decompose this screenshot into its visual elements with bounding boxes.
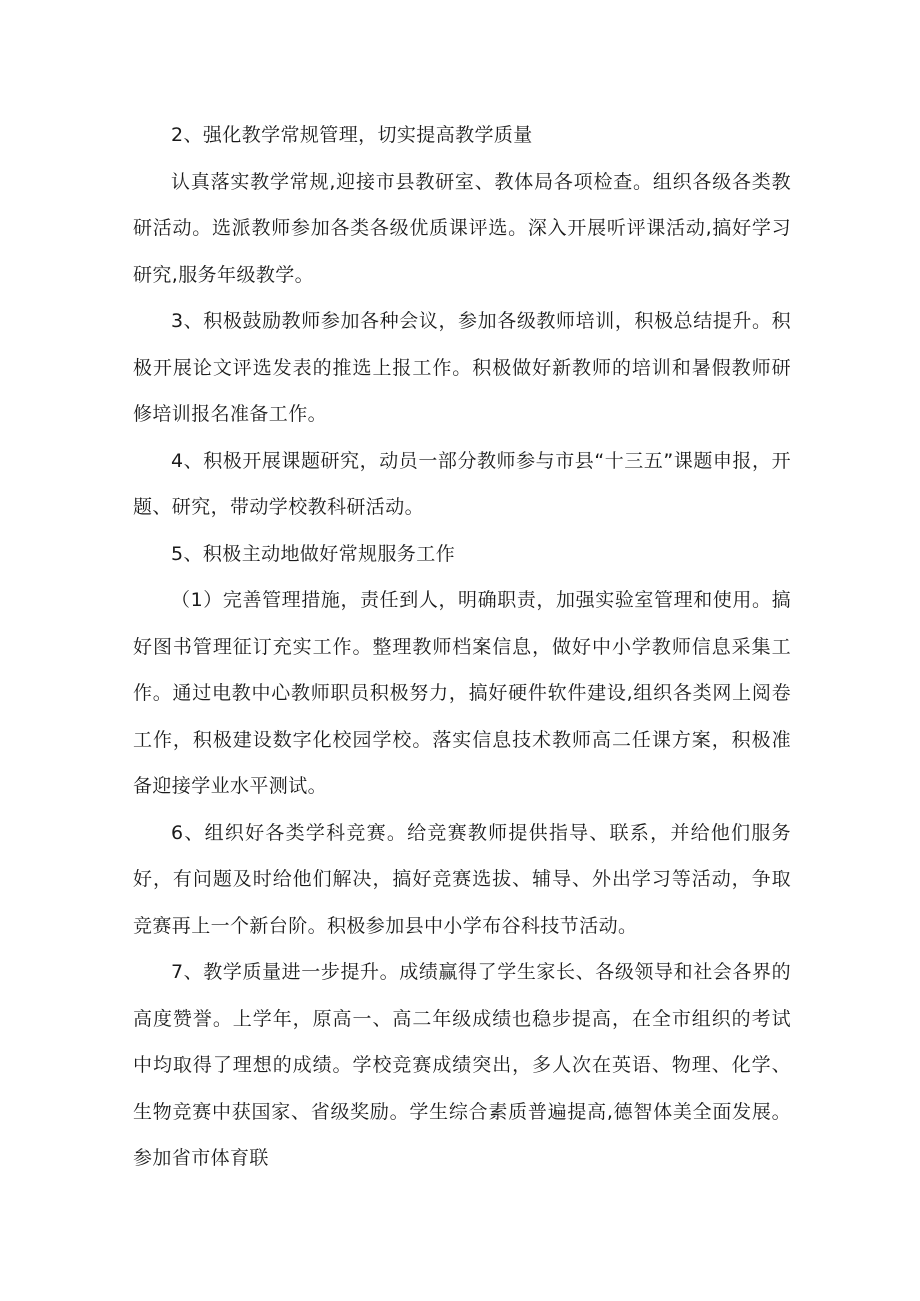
paragraph-item-1: （1）完善管理措施，责任到人，明确职责，加强实验室管理和使用。搞好图书管理征订充实工作。整理教师档案信息，做好中小学教师信息采集工作。通过电教中心教师职员积极努力，搞好硬件软件建设,组织各类网上阅卷工作，积极建设数字化校园学校。落实信息技术教师高二任课方案，积极准备迎接学业水平测试。 xyxy=(133,589,791,797)
section-paragraph-3: 3、积极鼓励教师参加各种会议，参加各级教师培训，积极总结提升。积极开展论文评选发表的推选上报工作。积极做好新教师的培训和暑假教师研修培训报名准备工作。 xyxy=(133,310,791,425)
section-heading-5: 5、积极主动地做好常规服务工作 xyxy=(171,542,456,565)
section-heading-2: 2、强化教学常规管理，切实提高教学质量 xyxy=(171,124,533,146)
document-body xyxy=(133,112,791,1182)
section-paragraph-7: 7、教学质量进一步提升。成绩赢得了学生家长、各级领导和社会各界的高度赞誉。上学年，原高一、高二年级成绩也稳步提高，在全市组织的考试中均取得了理想的成绩。学校竞赛成绩突出，多人次在英语、物理、化学、生物竞赛中获国家、省级奖励。学生综合素质普遍提高,德智体美全面发展。参加省市体育联 xyxy=(133,961,791,1169)
paragraph-teaching-routine: 认真落实教学常规,迎接市县教研室、教体局各项检查。组织各级各类教研活动。选派教师参加各类各级优质课评选。深入开展听评课活动,搞好学习研究,服务年级教学。 xyxy=(133,170,791,286)
section-paragraph-4: 4、积极开展课题研究，动员一部分教师参与市县“十三五”课题申报，开题、研究，带动学校教科研活动。 xyxy=(133,449,791,518)
section-paragraph-6: 6、组织好各类学科竞赛。给竞赛教师提供指导、联系，并给他们服务好，有问题及时给他们解决，搞好竞赛选拔、辅导、外出学习等活动，争取竞赛再上一个新台阶。积极参加县中小学布谷科技节活动。 xyxy=(133,821,791,937)
